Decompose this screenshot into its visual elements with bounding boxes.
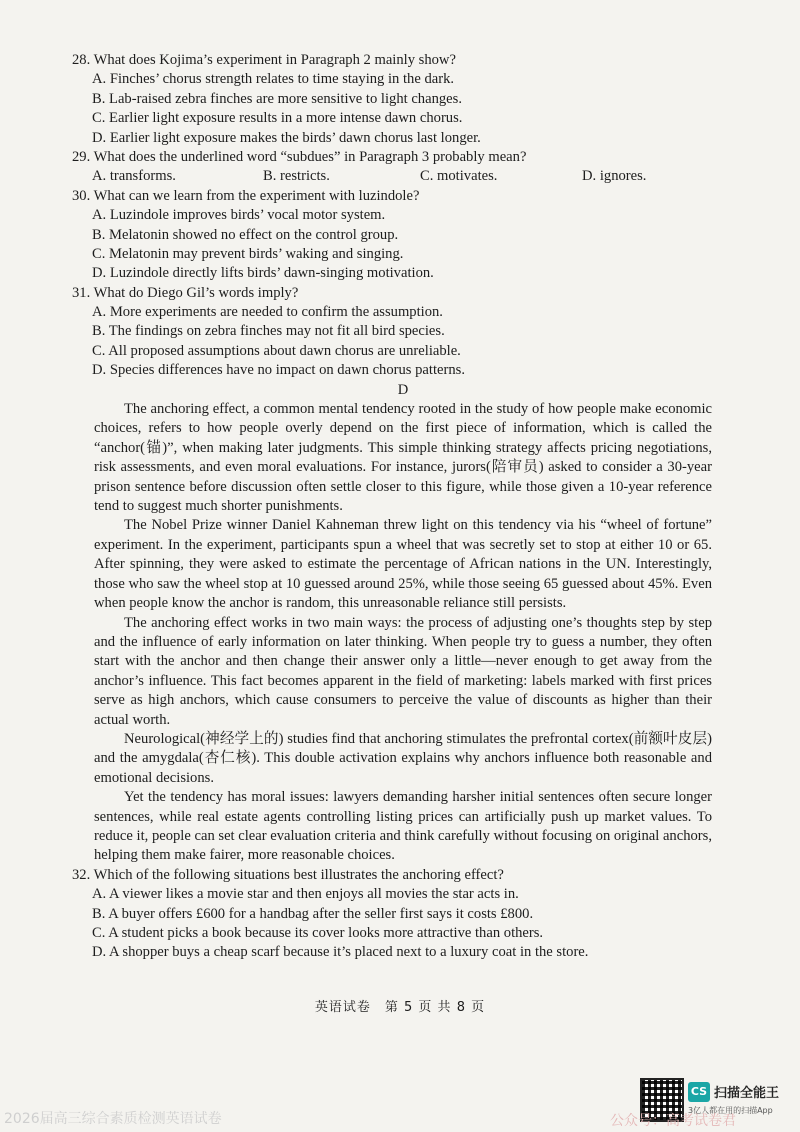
question-31-option-d: D. Species differences have no impact on dawn chorus patterns. xyxy=(92,362,465,379)
section-label: D xyxy=(397,381,409,398)
passage-paragraph-5: Yet the tendency has moral issues: lawyers demanding harsher initial sentences often secure longer sentences, while real estate agents controlling listing prices can artificially push up market values. To reduce it, people can set clear evaluation criteria and think carefully without focusing on original anchors, helping them make fairer, more reasonable choices. xyxy=(94,789,712,864)
page-content xyxy=(72,51,712,963)
question-30-option-a: A. Luzindole improves birds’ vocal motor system. xyxy=(92,207,386,224)
passage-paragraph-4: Neurological(神经学上的) studies find that anchoring stimulates the prefrontal cortex(前额叶皮层) and the amygdala(杏仁核). This double activation explains why anchors influence both reasonable and emotional decisions. xyxy=(94,730,712,786)
question-30-option-d: D. Luzindole directly lifts birds’ dawn-singing motivation. xyxy=(92,265,434,282)
question-30-option-b: B. Melatonin showed no effect on the control group. xyxy=(92,226,399,243)
question-28-option-c: C. Earlier light exposure results in a more intense dawn chorus. xyxy=(92,110,463,127)
question-29-option-b: B. restricts. xyxy=(263,168,330,185)
scanner-app-subtitle: 3亿人都在用的扫描App xyxy=(688,1106,773,1115)
passage-paragraph-1: The anchoring effect, a common mental tendency rooted in the study of how people make economic choices, refers to how people overly depend on the first piece of information, which is called the “anchor(锚)”, when making later judgments. This simple thinking strategy affects pricing negotiations, risk assessments, and even moral evaluations. For instance, jurors(陪审员) asked to consider a 30-year prison sentence before discussion often settle closer to this figure, while those given a 10-year reference tend to suggest much shorter punishments. xyxy=(94,401,712,515)
passage-paragraph-2: The Nobel Prize winner Daniel Kahneman threw light on this tendency via his “wheel of fortune” experiment. In the experiment, participants spun a wheel that was secretly set to stop at either 10 or 65. After spinning, they were asked to estimate the percentage of African nations in the UN. Interestingly, those who saw the wheel stop at 10 guessed around 25%, while those seeing 65 guessed about 45%. Even when people know the anchor is random, this unreasonable reliance still persists. xyxy=(94,517,712,612)
question-31-option-c: C. All proposed assumptions about dawn chorus are unreliable. xyxy=(92,342,461,359)
question-31-option-b: B. The findings on zebra finches may not fit all bird species. xyxy=(92,323,445,340)
scanner-app-title: 扫描全能王 xyxy=(714,1086,780,1101)
question-28-option-d: D. Earlier light exposure makes the birds’ dawn chorus last longer. xyxy=(92,129,481,146)
question-28-option-b: B. Lab-raised zebra finches are more sensitive to light changes. xyxy=(92,90,462,107)
question-29-option-d: D. ignores. xyxy=(582,168,647,185)
question-31-option-a: A. More experiments are needed to confirm the assumption. xyxy=(92,304,443,321)
question-32-stem: 32. Which of the following situations best illustrates the anchoring effect? xyxy=(72,866,504,883)
question-29-options xyxy=(72,167,712,186)
watermark-left: 2026届高三综合素质检测英语试卷 xyxy=(4,1111,222,1127)
question-28-stem: 28. What does Kojima’s experiment in Paragraph 2 mainly show? xyxy=(72,52,456,68)
question-32-option-b: B. A buyer offers £600 for a handbag after the seller first says it costs £800. xyxy=(92,905,534,922)
question-29-stem: 29. What does the underlined word “subdues” in Paragraph 3 probably mean? xyxy=(72,148,527,165)
question-32-option-c: C. A student picks a book because its cover looks more attractive than others. xyxy=(92,924,544,941)
question-32-option-a: A. A viewer likes a movie star and then enjoys all movies the star acts in. xyxy=(92,886,519,903)
question-30-option-c: C. Melatonin may prevent birds’ waking and singing. xyxy=(92,245,404,262)
question-32-option-d: D. A shopper buys a cheap scarf because it’s placed next to a luxury coat in the store. xyxy=(92,944,589,961)
question-31-stem: 31. What do Diego Gil’s words imply? xyxy=(72,284,299,301)
question-29-option-a: A. transforms. xyxy=(92,168,176,185)
question-30-stem: 30. What can we learn from the experiment with luzindole? xyxy=(72,187,420,204)
question-29-option-c: C. motivates. xyxy=(420,168,498,185)
passage-d xyxy=(72,400,712,866)
passage-paragraph-3: The anchoring effect works in two main ways: the process of adjusting one’s thoughts step by step and the influence of early information on later thinking. When people try to guess a number, they often start with the anchor and then change their answer only a little—never enough to get away from the anchor’s influence. This fact becomes apparent in the field of marketing: labels marked with first prices serve as high anchors, which cause consumers to perceive the value of discounts as higher than their actual worth. xyxy=(94,614,712,728)
question-28-option-a: A. Finches’ chorus strength relates to time staying in the dark. xyxy=(92,71,455,88)
camscanner-logo-icon: CS xyxy=(688,1082,710,1102)
watermark-right: 公众号：高考试卷君 xyxy=(610,1113,736,1129)
page-footer: 英语试卷 第 5 页 共 8 页 xyxy=(314,1000,486,1015)
